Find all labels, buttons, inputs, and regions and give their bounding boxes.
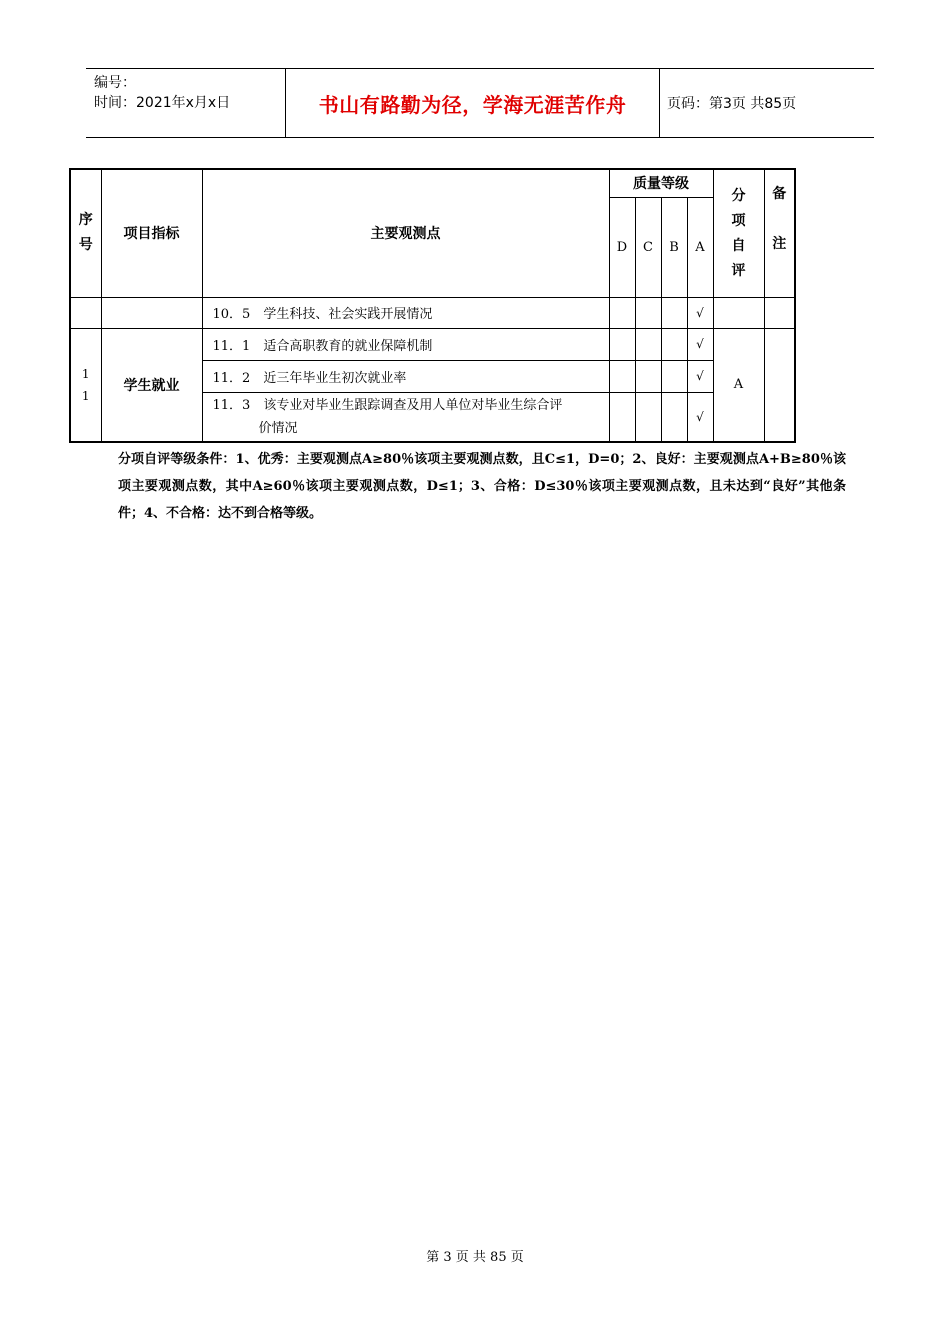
grade-b-cell [661,328,687,360]
grade-a-check: √ [687,392,713,442]
table-header-row [70,169,795,197]
observation-point: 11．1 适合高职教育的就业保障机制 [202,328,609,360]
table-row [70,297,795,328]
grading-criteria-note: 分项自评等级条件：1、优秀：主要观测点A≥80％该项主要观测点数，且C≤1，D=0；2、良好：主要观测点A+B≥80％该项主要观测点数，其中A≥60％该项主要观测点数，D≤1；3、合格：D≤30％该项主要观测点数，且未达到“良好”其他条件；4、不合格：达不到合格等级。 [118,452,846,521]
observation-point: 11．2 近三年毕业生初次就业率 [202,360,609,392]
grade-c-cell [635,392,661,442]
indicator-cell [101,297,202,328]
header-motto: 书山有路勤为径，学海无涯苦作舟 [318,92,627,117]
self-eval-cell [713,297,764,328]
grade-d-cell [609,328,635,360]
grade-a-check: √ [687,328,713,360]
header-divider [659,69,660,137]
remark-cell [764,297,795,328]
grade-a-check: √ [687,297,713,328]
seq-cell: 1 1 [70,328,101,442]
grade-c-header: C [635,197,661,297]
document-time: 时间：2021年x月x日 [94,95,231,111]
indicator-cell: 学生就业 [101,328,202,442]
table-row [70,328,795,360]
grade-c-cell [635,328,661,360]
grade-a-check: √ [687,360,713,392]
page-footer: 第 3 页 共 85 页 [426,1250,524,1265]
remark-cell [764,328,795,442]
remark-header: 备 注 [764,169,795,297]
self-eval-result: A [713,328,764,442]
grade-a-header: A [687,197,713,297]
grade-b-cell [661,297,687,328]
grade-b-header: B [661,197,687,297]
observation-point: 11．3 该专业对毕业生跟踪调查及用人单位对毕业生综合评 价情况 [202,392,609,442]
observation-header: 主要观测点 [202,169,609,297]
indicator-header: 项目指标 [101,169,202,297]
document-number-label: 编号： [94,75,136,91]
header-meta [94,73,284,113]
evaluation-table [69,168,796,443]
grade-c-cell [635,360,661,392]
quality-grade-header: 质量等级 [609,169,713,197]
grade-b-cell [661,360,687,392]
seq-header: 序 号 [70,169,101,297]
observation-point: 10．5 学生科技、社会实践开展情况 [202,297,609,328]
header-page-info: 页码：第3页 共85页 [667,96,797,112]
seq-cell [70,297,101,328]
grade-d-cell [609,297,635,328]
grade-d-cell [609,392,635,442]
grade-d-cell [609,360,635,392]
grade-c-cell [635,297,661,328]
self-eval-header: 分 项 自 评 [713,197,764,297]
grade-d-header: D [609,197,635,297]
page-header [86,68,874,138]
grade-b-cell [661,392,687,442]
